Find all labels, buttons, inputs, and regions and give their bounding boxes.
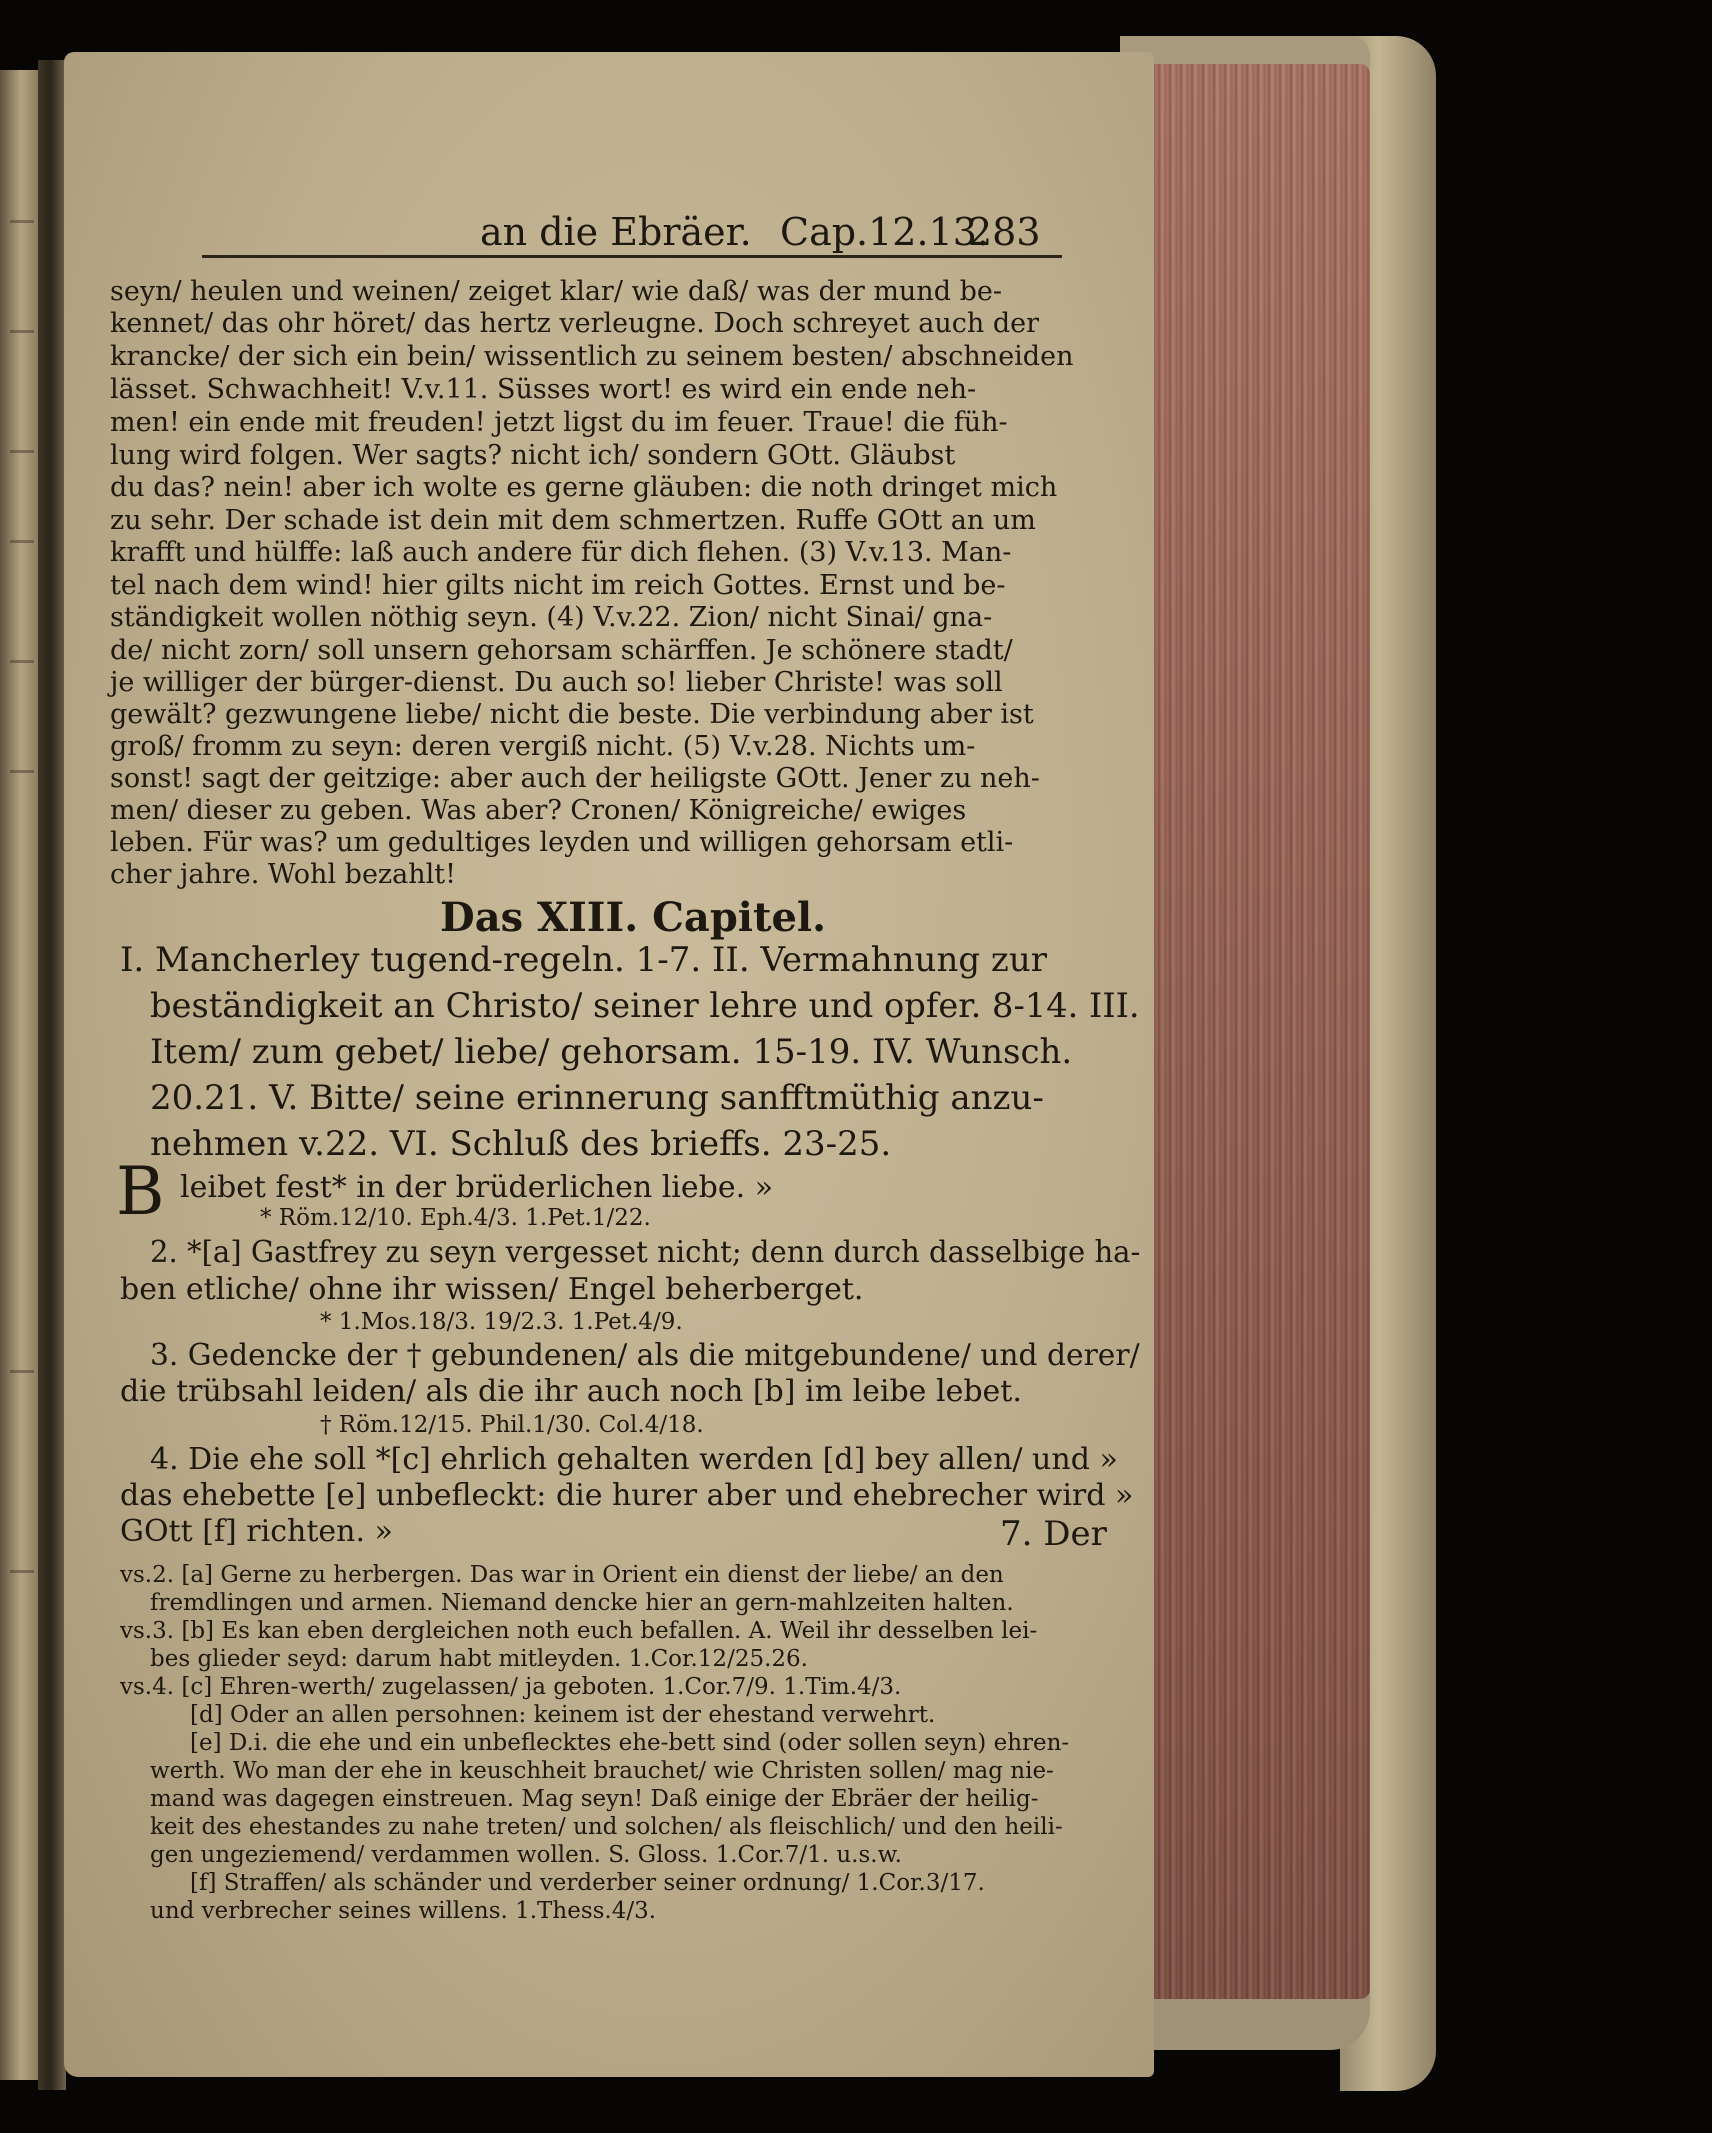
commentary-line: krafft und hülffe: laß auch andere für dich flehen. (3) V.v.13. Man-	[110, 537, 1012, 568]
footnote-line: mand was dagegen einstreuen. Mag seyn! Daß einige der Ebräer der heilig-	[150, 1786, 1039, 1812]
book-cover-bottom	[1130, 1990, 1370, 2050]
running-title: an die Ebräer.	[480, 210, 752, 254]
commentary-line: du das? nein! aber ich wolte es gerne gläuben: die noth dringet mich	[110, 472, 1058, 503]
page-header	[480, 210, 1090, 260]
summary-line: Item/ zum gebet/ liebe/ gehorsam. 15-19. IV. Wunsch.	[150, 1032, 1073, 1072]
commentary-line: men! ein ende mit freuden! jetzt ligst du im feuer. Traue! die füh-	[110, 407, 1008, 438]
header-rule	[202, 255, 1062, 258]
verse-line: die trübsahl leiden/ als die ihr auch noch [b] im leibe lebet.	[120, 1374, 1022, 1409]
commentary-line: lässet. Schwachheit! V.v.11. Süsses wort! es wird ein ende neh-	[110, 374, 977, 405]
commentary-line: leben. Für was? um gedultiges leyden und willigen gehorsam etli-	[110, 827, 1014, 858]
commentary-line: gewält? gezwungene liebe/ nicht die beste. Die verbindung aber ist	[110, 699, 1034, 730]
footnote-line: fremdlingen und armen. Niemand dencke hier an gern-mahlzeiten halten.	[150, 1590, 1014, 1616]
verse-reference: † Röm.12/15. Phil.1/30. Col.4/18.	[320, 1412, 704, 1438]
book-gutter	[38, 60, 66, 2090]
commentary-line: krancke/ der sich ein bein/ wissentlich zu seinem besten/ abschneiden	[110, 341, 1074, 372]
commentary-line: zu sehr. Der schade ist dein mit dem schmertzen. Ruffe GOtt an um	[110, 505, 1036, 536]
verse-line: GOtt [f] richten. »	[120, 1514, 393, 1549]
summary-line: beständigkeit an Christo/ seiner lehre und opfer. 8-14. III.	[150, 986, 1140, 1026]
verse-line: das ehebette [e] unbefleckt: die hurer aber und ehebrecher wird »	[120, 1478, 1134, 1513]
commentary-line: de/ nicht zorn/ soll unsern gehorsam schärffen. Je schönere stadt/	[110, 635, 1013, 666]
page-fore-edge-shading	[1154, 64, 1370, 1999]
facing-page-text-fragment	[10, 660, 34, 677]
footnote-line: und verbrecher seines willens. 1.Thess.4/3.	[150, 1898, 657, 1924]
commentary-line: cher jahre. Wohl bezahlt!	[110, 859, 456, 890]
footnote-line: keit des ehestandes zu nahe treten/ und solchen/ als fleischlich/ und den heili-	[150, 1814, 1063, 1840]
verse-line: leibet fest* in der brüderlichen liebe. »	[180, 1170, 774, 1205]
footnote-line: [e] D.i. die ehe und ein unbeflecktes ehe-bett sind (oder sollen seyn) ehren-	[190, 1730, 1070, 1756]
facing-page-text-fragment	[10, 770, 34, 787]
footnote-line: bes glieder seyd: darum habt mitleyden. 1.Cor.12/25.26.	[150, 1646, 808, 1672]
initial-letter: B	[116, 1153, 165, 1230]
facing-page-edge	[0, 70, 38, 2080]
facing-page-text-fragment	[10, 1370, 34, 1387]
verse-line: 4. Die ehe soll *[c] ehrlich gehalten werden [d] bey allen/ und »	[150, 1442, 1118, 1477]
commentary-line: lung wird folgen. Wer sagts? nicht ich/ sondern GOtt. Gläubst	[110, 440, 956, 471]
verse-line: 2. *[a] Gastfrey zu seyn vergesset nicht; denn durch dasselbige ha-	[150, 1235, 1141, 1270]
catchword: 7. Der	[1000, 1514, 1107, 1554]
commentary-line: kennet/ das ohr höret/ das hertz verleugne. Doch schreyet auch der	[110, 308, 1040, 339]
chapter-reference: Cap.12.13.	[780, 210, 989, 254]
footnote-line: vs.4. [c] Ehren-werth/ zugelassen/ ja geboten. 1.Cor.7/9. 1.Tim.4/3.	[120, 1674, 902, 1700]
verse-line: 3. Gedencke der † gebundenen/ als die mitgebundene/ und derer/	[150, 1338, 1140, 1373]
book-page	[64, 52, 1154, 2077]
verse-reference: * Röm.12/10. Eph.4/3. 1.Pet.1/22.	[260, 1205, 651, 1231]
commentary-line: seyn/ heulen und weinen/ zeiget klar/ wie daß/ was der mund be-	[110, 276, 1002, 307]
commentary-line: ständigkeit wollen nöthig seyn. (4) V.v.22. Zion/ nicht Sinai/ gna-	[110, 602, 993, 633]
footnote-line: gen ungeziemend/ verdammen wollen. S. Gloss. 1.Cor.7/1. u.s.w.	[150, 1842, 902, 1868]
commentary-line: je williger der bürger-dienst. Du auch so! lieber Christe! was soll	[110, 667, 1003, 698]
facing-page-text-fragment	[10, 220, 34, 237]
verse-line: ben etliche/ ohne ihr wissen/ Engel beherberget.	[120, 1272, 864, 1307]
facing-page-text-fragment	[10, 450, 34, 467]
page-number: 283	[968, 210, 1041, 254]
footnote-line: werth. Wo man der ehe in keuschheit brauchet/ wie Christen sollen/ mag nie-	[150, 1758, 1054, 1784]
commentary-line: groß/ fromm zu seyn: deren vergiß nicht. (5) V.v.28. Nichts um-	[110, 731, 976, 762]
verse-reference: * 1.Mos.18/3. 19/2.3. 1.Pet.4/9.	[320, 1309, 683, 1335]
summary-line: 20.21. V. Bitte/ seine erinnerung sanfftmüthig anzu-	[150, 1078, 1044, 1118]
summary-line: I. Mancherley tugend-regeln. 1-7. II. Vermahnung zur	[120, 940, 1047, 980]
chapter-title: Das XIII. Capitel.	[440, 894, 827, 941]
footnote-line: vs.3. [b] Es kan eben dergleichen noth euch befallen. A. Weil ihr desselben lei-	[120, 1618, 1038, 1644]
commentary-line: sonst! sagt der geitzige: aber auch der heiligste GOtt. Jener zu neh-	[110, 763, 1040, 794]
footnote-line: vs.2. [a] Gerne zu herbergen. Das war in Orient ein dienst der liebe/ an den	[120, 1562, 1004, 1588]
summary-line: nehmen v.22. VI. Schluß des brieffs. 23-25.	[150, 1124, 892, 1164]
facing-page-text-fragment	[10, 330, 34, 347]
facing-page-text-fragment	[10, 540, 34, 557]
commentary-line: tel nach dem wind! hier gilts nicht im reich Gottes. Ernst und be-	[110, 570, 1006, 601]
facing-page-text-fragment	[10, 1570, 34, 1587]
footnote-line: [f] Straffen/ als schänder und verderber seiner ordnung/ 1.Cor.3/17.	[190, 1870, 985, 1896]
footnote-line: [d] Oder an allen persohnen: keinem ist der ehestand verwehrt.	[190, 1702, 936, 1728]
commentary-line: men/ dieser zu geben. Was aber? Cronen/ Königreiche/ ewiges	[110, 795, 967, 826]
